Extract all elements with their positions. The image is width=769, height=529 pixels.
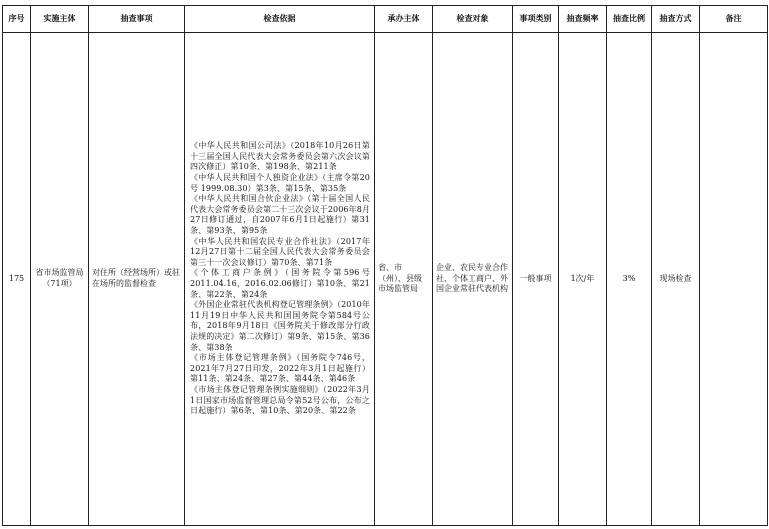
- basis-regulation-market-entity: 《市场主体登记管理条例》（国务院令746号，2021年7月27日印发，2022年3月1日起施行）第11条、第24条、第27条、第44条、第46条: [190, 353, 370, 384]
- cell-category: 一般事项: [513, 33, 559, 526]
- header-target: 检查对象: [433, 6, 513, 33]
- header-ratio: 抽查比例: [607, 6, 652, 33]
- cell-remark: [700, 33, 768, 526]
- header-category: 事项类别: [513, 6, 559, 33]
- header-item: 抽查事项: [89, 6, 185, 33]
- cell-frequency: 1次/年: [559, 33, 607, 526]
- header-frequency: 抽查频率: [559, 6, 607, 33]
- header-row: [3, 6, 768, 33]
- cell-method: 现场检查: [652, 33, 700, 526]
- cell-implementer: 省市场监管局（71项）: [31, 33, 89, 526]
- header-remark: 备注: [700, 6, 768, 33]
- basis-law-cooperative: 《中华人民共和国农民专业合作社法》（2017年12月27日第十二届全国人民代表大会常务委员会第三十一次会议修订）第70条、第71条: [190, 236, 370, 267]
- basis-law-sole-proprietorship: 《中华人民共和国个人独资企业法》（主席令第20号 1999.08.30）第3条、第15条、第35条: [190, 173, 370, 193]
- cell-undertaker: 省、市（州）、县级市场监管局: [375, 33, 433, 526]
- cell-target: 企业、农民专业合作社、个体工商户、外国企业常驻代表机构: [433, 33, 513, 526]
- basis-regulation-foreign-representative: 《外国企业常驻代表机构登记管理条例》（2010年11月19日中华人民共和国国务院令第584号公布，2018年9月18日《国务院关于修改部分行政法规的决定》第二次修订）第9条、第15条、第36条、第38条: [190, 300, 370, 352]
- basis-regulation-individual-business: 《个体工商户条例》（国务院令第596号 2011.04.16，2016.02.06修订）第10条、第21条、第22条、第24条: [190, 268, 370, 299]
- basis-law-company: 《中华人民共和国公司法》（2018年10月26日第十三届全国人民代表大会常务委员会第六次会议第四次修正）第10条、第198条、第211条: [190, 141, 370, 172]
- header-basis: 检查依据: [185, 6, 375, 33]
- header-undertaker: 承办主体: [375, 6, 433, 33]
- header-implementer: 实施主体: [31, 6, 89, 33]
- header-no: 序号: [3, 6, 31, 33]
- cell-basis: [185, 33, 375, 526]
- basis-rules-market-entity: 《市场主体登记管理条例实施细则》（2022年3月1日国家市场监督管理总局令第52号公布，公布之日起施行）第6条、第10条、第20条、第22条: [190, 384, 370, 416]
- table-row: [3, 33, 768, 526]
- cell-no: 175: [3, 33, 31, 526]
- basis-law-partnership: 《中华人民共和国合伙企业法》（第十届全国人民代表大会常务委员会第二十三次会议于2006年8月27日修订通过，自2007年6月1日起施行）第31条、第93条、第95条: [190, 194, 370, 236]
- inspection-table: [2, 5, 768, 526]
- header-method: 抽查方式: [652, 6, 700, 33]
- cell-item: 对住所（经营场所）或驻在场所的监督检查: [89, 33, 185, 526]
- cell-ratio: 3%: [607, 33, 652, 526]
